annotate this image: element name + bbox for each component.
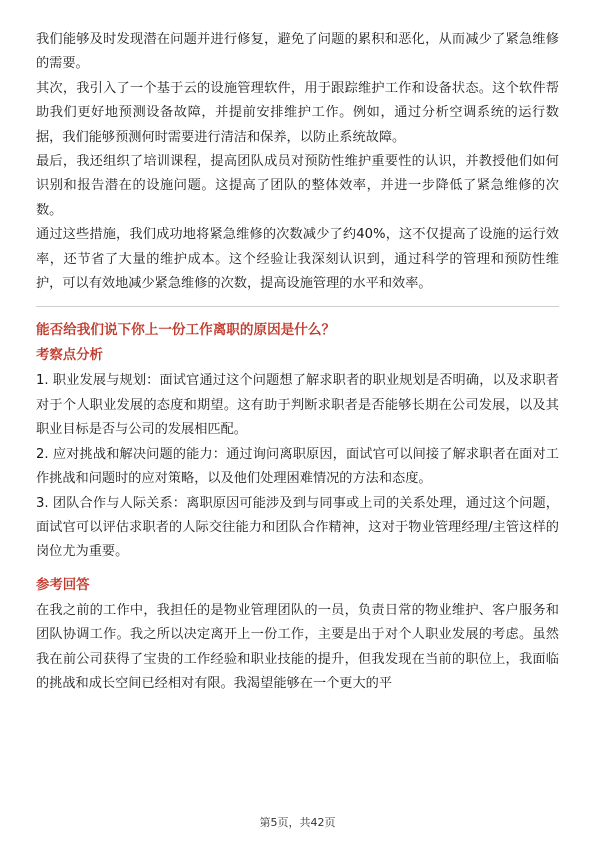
body-paragraph: 通过这些措施，我们成功地将紧急维修的次数减少了约40%，这不仅提高了设施的运行效率，还节省了大量的维护成本。这个经验让我深刻认识到，通过科学的管理和预防性维护，可以有效地减少紧急维修的次数，提高设施管理的水平和效率。 <box>36 227 559 292</box>
reference-heading: 参考回答 <box>36 577 90 593</box>
analysis-heading: 考察点分析 <box>36 348 103 364</box>
body-paragraph: 其次，我引入了一个基于云的设施管理软件，用于跟踪维护工作和设备状态。这个软件帮助我们更好地预测设备故障，并提前安排维护工作。例如，通过分析空调系统的运行数据，我们能够预测何时需要进行清洁和保养，以防止系统故障。 <box>36 80 559 145</box>
analysis-item: 2. 应对挑战和解决问题的能力：通过询问离职原因，面试官可以间接了解求职者在面对工作挑战和问题时的应对策略，以及他们处理困难情况的方法和态度。 <box>36 446 559 487</box>
reference-answer: 在我之前的工作中，我担任的是物业管理团队的一员，负责日常的物业维护、客户服务和团队协调工作。我之所以决定离开上一份工作，主要是出于对个人职业发展的考虑。虽然我在前公司获得了宝贵的工作经验和职业技能的提升，但我发现在当前的职位上，我面临的挑战和成长空间已经相对有限。我渴望能够在一个更大的平 <box>36 602 559 691</box>
interview-question: 能否给我们说下你上一份工作离职的原因是什么？ <box>36 322 336 339</box>
page-number: 第5页，共42页 <box>259 816 336 829</box>
body-paragraph: 最后，我还组织了培训课程，提高团队成员对预防性维护重要性的认识，并教授他们如何识别和报告潜在的设施问题。这提高了团队的整体效率，并进一步降低了紧急维修的次数。 <box>36 154 559 218</box>
analysis-item: 1. 职业发展与规划：面试官通过这个问题想了解求职者的职业规划是否明确，以及求职者对于个人职业发展的态度和期望。这有助于判断求职者是否能够长期在公司发展，以及其职业目标是否与公司的发展相匹配。 <box>36 373 559 438</box>
document-page <box>36 28 559 696</box>
analysis-item: 3. 团队合作与人际关系：离职原因可能涉及到与同事或上司的关系处理，通过这个问题，面试官可以评估求职者的人际交往能力和团队合作精神，这对于物业管理经理/主管这样的岗位尤为重要。 <box>36 495 559 560</box>
body-paragraph: 我们能够及时发现潜在问题并进行修复，避免了问题的累积和恶化，从而减少了紧急维修的需要。 <box>36 32 559 72</box>
section-divider <box>36 306 559 307</box>
